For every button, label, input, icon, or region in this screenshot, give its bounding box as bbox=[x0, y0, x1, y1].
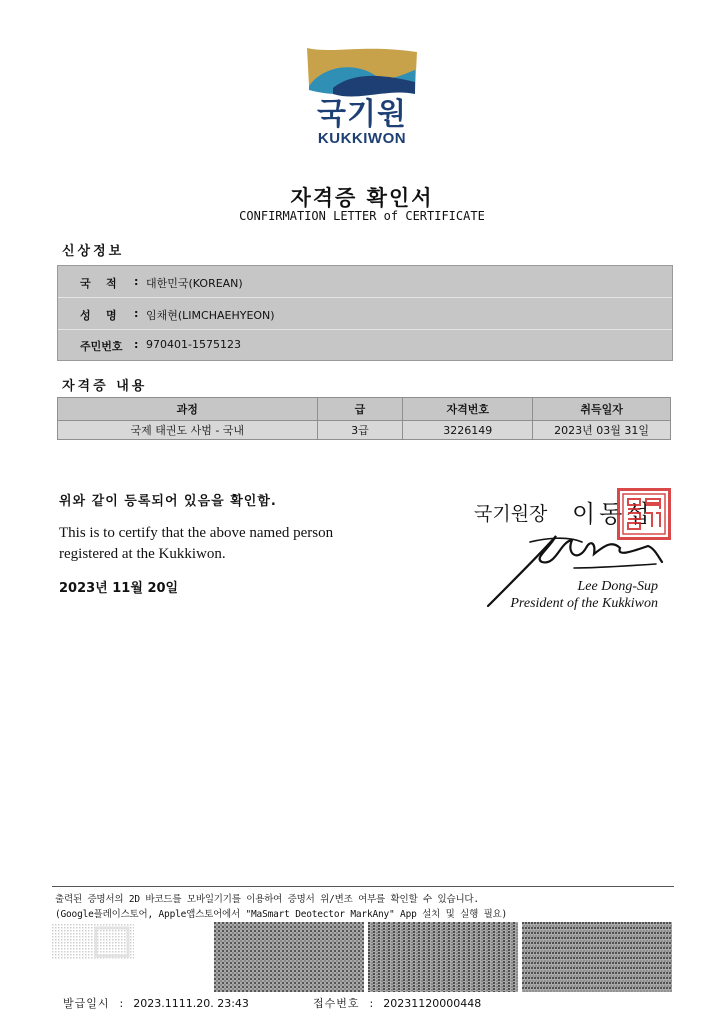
nationality-label: 국 적 bbox=[80, 277, 117, 290]
2d-barcode-icon bbox=[368, 922, 518, 992]
resident-number-label: 주민번호 bbox=[80, 340, 123, 353]
receipt-label: 접수번호 bbox=[313, 997, 360, 1010]
qualification-heading: 자격증 내용 bbox=[62, 379, 148, 394]
issued-value: 2023.1111.20. 23:43 bbox=[133, 997, 249, 1010]
president-role-english: President of the Kukkiwon bbox=[510, 596, 658, 611]
table-header-row bbox=[58, 398, 671, 421]
qualification-table bbox=[57, 397, 671, 440]
president-name-english: Lee Dong-Sup bbox=[577, 579, 658, 594]
info-row-nationality bbox=[58, 266, 672, 298]
footer-app-note: (Google플레이스토어, Apple앱스토어에서 "MaSmart Deotector MarkAny" App 설치 및 실행 필요) bbox=[55, 909, 508, 920]
issued-datetime bbox=[63, 995, 249, 1011]
header-grade: 급 bbox=[317, 398, 403, 421]
receipt-value: 20231120000448 bbox=[383, 997, 482, 1010]
table-row bbox=[58, 421, 671, 440]
receipt-number bbox=[313, 995, 481, 1011]
confirmation-statement-english: This is to certify that the above named person registered at the Kukkiwon. bbox=[59, 525, 334, 562]
president-signature-english bbox=[474, 578, 658, 612]
colon: : bbox=[134, 338, 139, 351]
confirmation-statement-korean: 위와 같이 등록되어 있음을 확인함. bbox=[59, 494, 277, 509]
header-acquired-date: 취득일자 bbox=[533, 398, 671, 421]
2d-barcode-icon bbox=[214, 922, 364, 992]
cell-acquired-date: 2023년 03월 31일 bbox=[533, 421, 671, 440]
cell-course: 국제 태권도 사범 - 국내 bbox=[58, 421, 318, 440]
info-row-resident-number bbox=[58, 329, 672, 360]
colon: : bbox=[134, 307, 139, 320]
president-title-korean: 국기원장 bbox=[474, 503, 548, 525]
logo-name-korean: 국기원 bbox=[317, 97, 407, 132]
cell-grade: 3급 bbox=[317, 421, 403, 440]
name-label: 성 명 bbox=[80, 309, 117, 322]
watermark-icon bbox=[52, 924, 134, 960]
header-cert-number: 자격번호 bbox=[403, 398, 533, 421]
2d-barcode-icon bbox=[522, 922, 672, 992]
document-title-english: CONFIRMATION LETTER of CERTIFICATE bbox=[239, 209, 485, 223]
footer-verification-note: 출력된 증명서의 2D 바코드를 모바일기기를 이용하여 증명서 위/변조 여부를 확인할 수 있습니다. bbox=[55, 894, 479, 905]
nationality-value: 대한민국(KOREAN) bbox=[146, 277, 243, 290]
footer-divider bbox=[52, 886, 674, 887]
name-value: 임채현(LIMCHAEHYEON) bbox=[146, 309, 275, 322]
header-course: 과정 bbox=[58, 398, 318, 421]
colon: : bbox=[134, 275, 139, 288]
personal-info-heading: 신상정보 bbox=[62, 244, 125, 259]
president-name-korean: 이동섭 bbox=[572, 500, 654, 528]
colon: : bbox=[119, 997, 124, 1010]
logo-name-english: KUKKIWON bbox=[317, 130, 407, 147]
resident-number-value: 970401-1575123 bbox=[146, 338, 241, 351]
personal-info-box bbox=[57, 265, 673, 361]
issue-date: 2023년 11월 20일 bbox=[59, 581, 179, 596]
info-row-name bbox=[58, 298, 672, 330]
cell-cert-number: 3226149 bbox=[403, 421, 533, 440]
colon: : bbox=[369, 997, 374, 1010]
issued-label: 발급일시 bbox=[63, 997, 110, 1010]
document-title-korean: 자격증 확인서 bbox=[290, 186, 434, 210]
